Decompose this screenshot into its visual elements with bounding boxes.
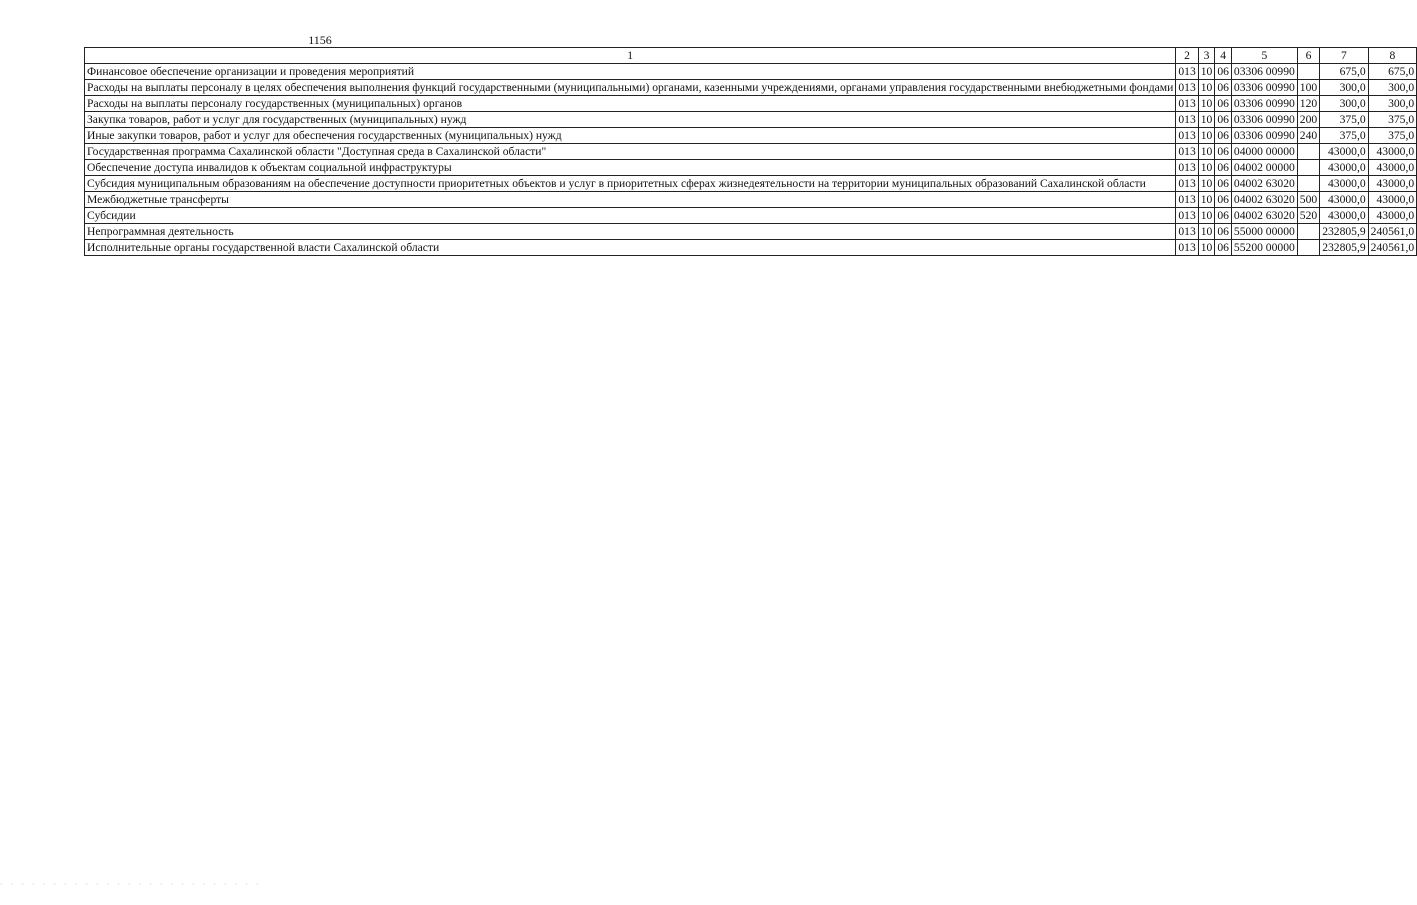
amount-col8-cell: 375,0 [1368, 112, 1416, 128]
section-cell: 10 [1198, 112, 1215, 128]
expense-type-cell: 200 [1297, 112, 1319, 128]
budget-table [84, 47, 1417, 256]
ministry-code-cell: 013 [1176, 96, 1198, 112]
row-name-cell: Межбюджетные трансферты [85, 192, 1176, 208]
row-name-cell: Субсидия муниципальным образованиям на обеспечение доступности приоритетных объектов и услуг в приоритетных сферах жизнедеятельности на территории муниципальных образований Сахалинской области [85, 176, 1176, 192]
row-name-cell: Расходы на выплаты персоналу в целях обеспечения выполнения функций государственными (муниципальными) органами, казенными учреждениями, органами управления государственными внебюджетными фондами [85, 80, 1176, 96]
target-article-cell: 55000 00000 [1231, 224, 1297, 240]
expense-type-cell [1297, 160, 1319, 176]
ministry-code-cell: 013 [1176, 176, 1198, 192]
section-cell: 10 [1198, 192, 1215, 208]
amount-col8-cell: 300,0 [1368, 80, 1416, 96]
expense-type-cell [1297, 64, 1319, 80]
section-cell: 10 [1198, 240, 1215, 256]
amount-col7-cell: 232805,9 [1320, 240, 1368, 256]
expense-type-cell [1297, 176, 1319, 192]
page-number: 1156 [308, 33, 332, 47]
column-header: 6 [1297, 48, 1319, 64]
amount-col7-cell: 43000,0 [1320, 176, 1368, 192]
amount-col8-cell: 240561,0 [1368, 240, 1416, 256]
ministry-code-cell: 013 [1176, 80, 1198, 96]
ministry-code-cell: 013 [1176, 64, 1198, 80]
row-name-cell: Закупка товаров, работ и услуг для государственных (муниципальных) нужд [85, 112, 1176, 128]
row-name-cell: Исполнительные органы государственной власти Сахалинской области [85, 240, 1176, 256]
target-article-cell: 04002 63020 [1231, 192, 1297, 208]
subsection-cell: 06 [1215, 64, 1232, 80]
target-article-cell: 55200 00000 [1231, 240, 1297, 256]
target-article-cell: 04002 63020 [1231, 176, 1297, 192]
row-name-cell: Субсидии [85, 208, 1176, 224]
expense-type-cell: 520 [1297, 208, 1319, 224]
amount-col7-cell: 43000,0 [1320, 208, 1368, 224]
subsection-cell: 06 [1215, 176, 1232, 192]
column-header: 4 [1215, 48, 1232, 64]
amount-col7-cell: 675,0 [1320, 64, 1368, 80]
expense-type-cell [1297, 144, 1319, 160]
section-cell: 10 [1198, 80, 1215, 96]
amount-col7-cell: 300,0 [1320, 80, 1368, 96]
amount-col7-cell: 375,0 [1320, 128, 1368, 144]
column-header: 3 [1198, 48, 1215, 64]
target-article-cell: 04000 00000 [1231, 144, 1297, 160]
expense-type-cell: 500 [1297, 192, 1319, 208]
column-header: 1 [85, 48, 1176, 64]
target-article-cell: 03306 00990 [1231, 96, 1297, 112]
ministry-code-cell: 013 [1176, 112, 1198, 128]
header-row [85, 48, 1417, 64]
amount-col7-cell: 43000,0 [1320, 192, 1368, 208]
subsection-cell: 06 [1215, 208, 1232, 224]
row-name-cell: Государственная программа Сахалинской области "Доступная среда в Сахалинской области" [85, 144, 1176, 160]
amount-col8-cell: 43000,0 [1368, 160, 1416, 176]
scan-noise-strip: · · · · · · · · · · · · · · · · · · · · · · · · · [0, 880, 262, 889]
table-row [85, 128, 1417, 144]
subsection-cell: 06 [1215, 128, 1232, 144]
ministry-code-cell: 013 [1176, 208, 1198, 224]
section-cell: 10 [1198, 128, 1215, 144]
section-cell: 10 [1198, 208, 1215, 224]
table-row [85, 224, 1417, 240]
target-article-cell: 04002 63020 [1231, 208, 1297, 224]
expense-type-cell [1297, 240, 1319, 256]
ministry-code-cell: 013 [1176, 160, 1198, 176]
amount-col8-cell: 300,0 [1368, 96, 1416, 112]
amount-col8-cell: 43000,0 [1368, 144, 1416, 160]
column-header: 7 [1320, 48, 1368, 64]
amount-col8-cell: 43000,0 [1368, 208, 1416, 224]
ministry-code-cell: 013 [1176, 224, 1198, 240]
column-header: 8 [1368, 48, 1416, 64]
row-name-cell: Обеспечение доступа инвалидов к объектам социальной инфраструктуры [85, 160, 1176, 176]
row-name-cell: Непрограммная деятельность [85, 224, 1176, 240]
table-row [85, 112, 1417, 128]
subsection-cell: 06 [1215, 112, 1232, 128]
expense-type-cell: 100 [1297, 80, 1319, 96]
ministry-code-cell: 013 [1176, 192, 1198, 208]
amount-col7-cell: 43000,0 [1320, 160, 1368, 176]
table-row [85, 64, 1417, 80]
ministry-code-cell: 013 [1176, 128, 1198, 144]
subsection-cell: 06 [1215, 224, 1232, 240]
table-row [85, 80, 1417, 96]
subsection-cell: 06 [1215, 160, 1232, 176]
subsection-cell: 06 [1215, 144, 1232, 160]
section-cell: 10 [1198, 160, 1215, 176]
target-article-cell: 03306 00990 [1231, 112, 1297, 128]
amount-col7-cell: 43000,0 [1320, 144, 1368, 160]
row-name-cell: Иные закупки товаров, работ и услуг для обеспечения государственных (муниципальных) нужд [85, 128, 1176, 144]
table-row [85, 208, 1417, 224]
table-row [85, 96, 1417, 112]
expense-type-cell: 120 [1297, 96, 1319, 112]
section-cell: 10 [1198, 176, 1215, 192]
amount-col8-cell: 675,0 [1368, 64, 1416, 80]
ministry-code-cell: 013 [1176, 240, 1198, 256]
table-row [85, 144, 1417, 160]
table-row [85, 240, 1417, 256]
table-row [85, 176, 1417, 192]
row-name-cell: Финансовое обеспечение организации и проведения мероприятий [85, 64, 1176, 80]
column-header: 5 [1231, 48, 1297, 64]
target-article-cell: 03306 00990 [1231, 64, 1297, 80]
amount-col7-cell: 300,0 [1320, 96, 1368, 112]
expense-type-cell: 240 [1297, 128, 1319, 144]
target-article-cell: 03306 00990 [1231, 80, 1297, 96]
subsection-cell: 06 [1215, 240, 1232, 256]
amount-col7-cell: 375,0 [1320, 112, 1368, 128]
row-name-cell: Расходы на выплаты персоналу государственных (муниципальных) органов [85, 96, 1176, 112]
amount-col8-cell: 43000,0 [1368, 176, 1416, 192]
subsection-cell: 06 [1215, 80, 1232, 96]
amount-col8-cell: 375,0 [1368, 128, 1416, 144]
expense-type-cell [1297, 224, 1319, 240]
section-cell: 10 [1198, 224, 1215, 240]
target-article-cell: 04002 00000 [1231, 160, 1297, 176]
table-row [85, 192, 1417, 208]
amount-col8-cell: 43000,0 [1368, 192, 1416, 208]
target-article-cell: 03306 00990 [1231, 128, 1297, 144]
subsection-cell: 06 [1215, 192, 1232, 208]
amount-col7-cell: 232805,9 [1320, 224, 1368, 240]
section-cell: 10 [1198, 64, 1215, 80]
column-header: 2 [1176, 48, 1198, 64]
ministry-code-cell: 013 [1176, 144, 1198, 160]
table-row [85, 160, 1417, 176]
amount-col8-cell: 240561,0 [1368, 224, 1416, 240]
subsection-cell: 06 [1215, 96, 1232, 112]
section-cell: 10 [1198, 96, 1215, 112]
section-cell: 10 [1198, 144, 1215, 160]
